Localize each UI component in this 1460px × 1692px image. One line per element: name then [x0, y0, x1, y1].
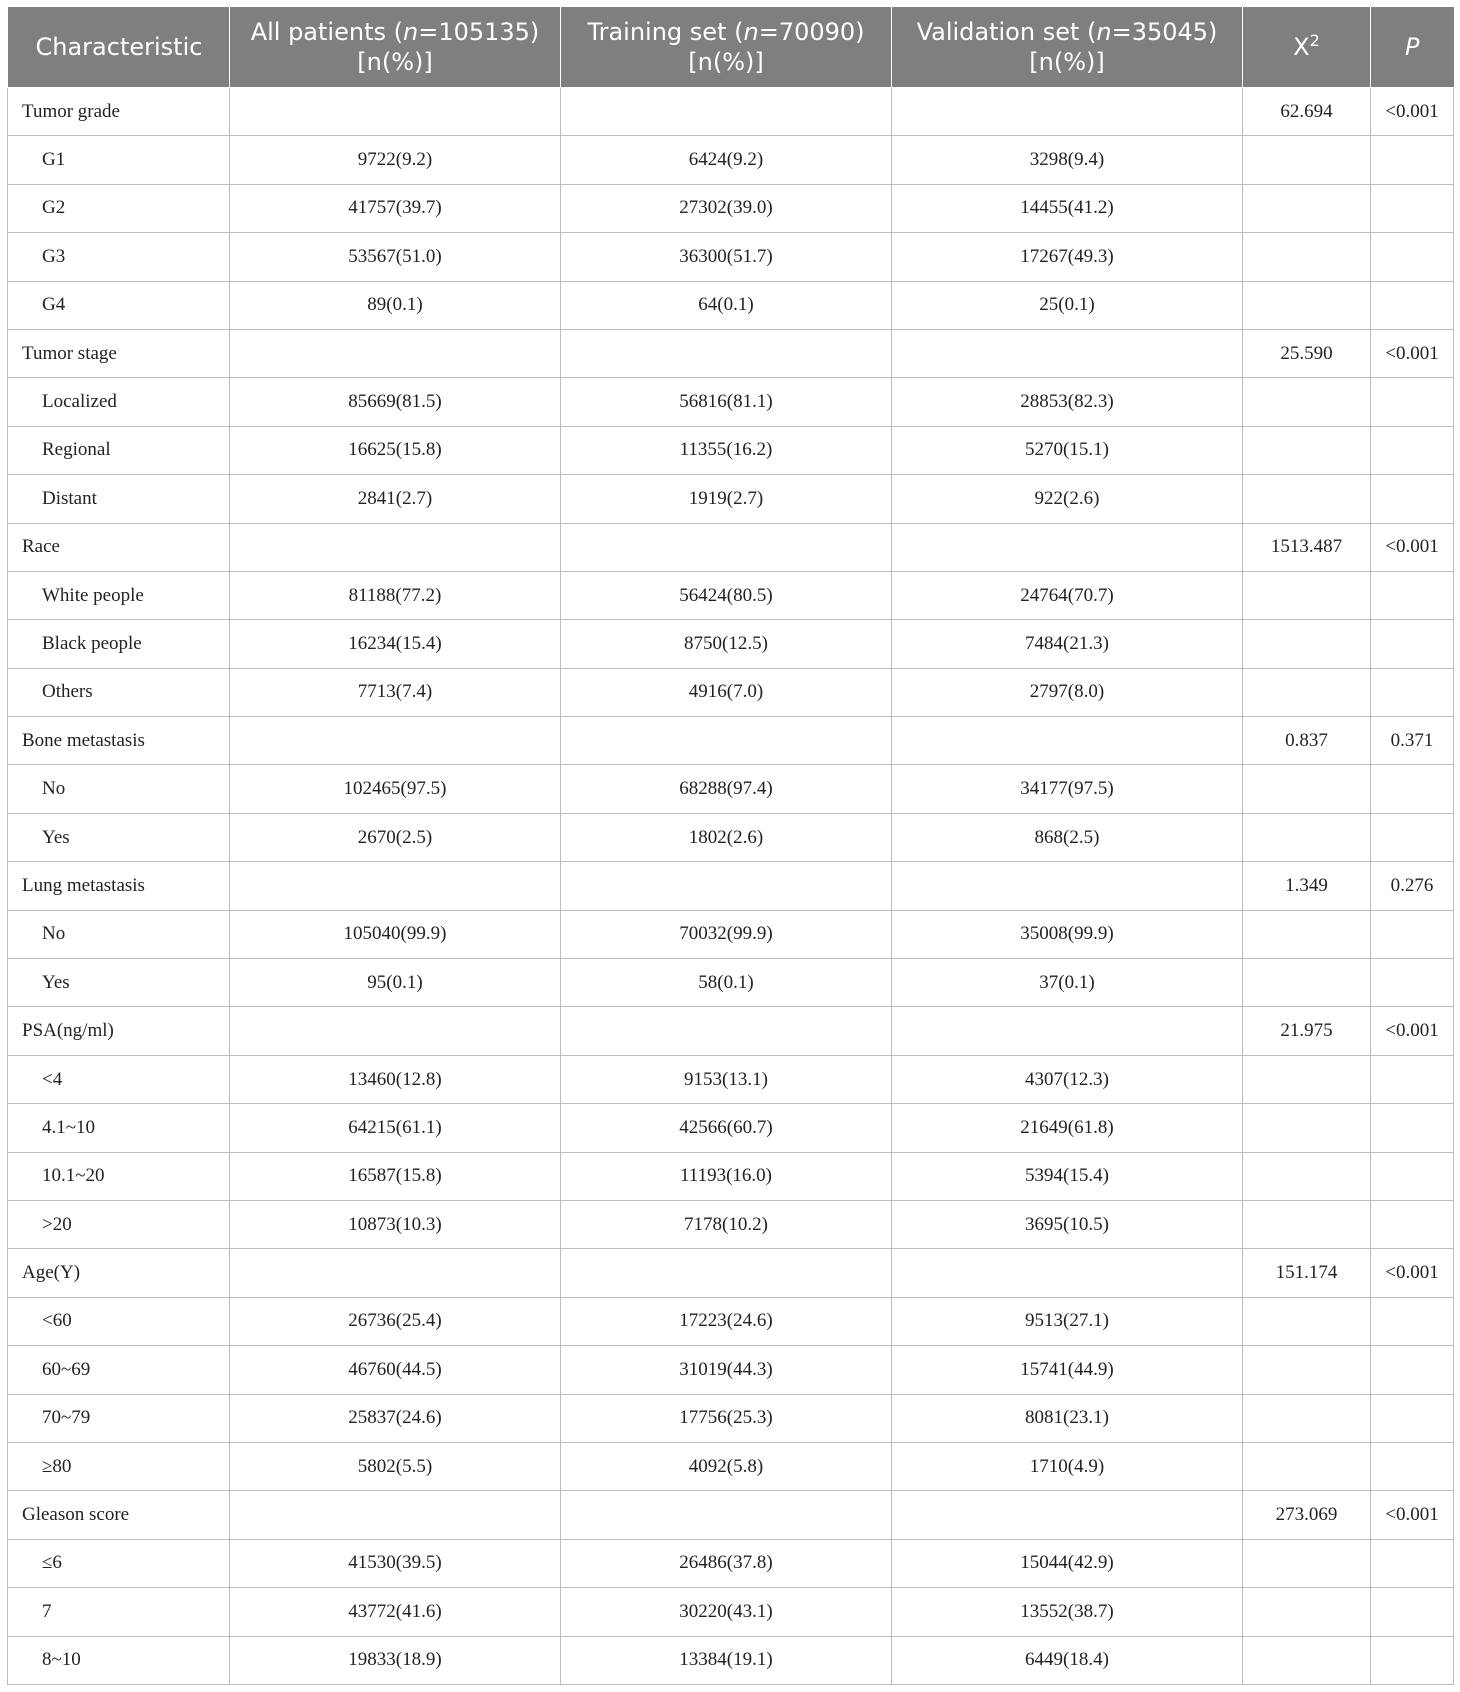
characteristic-cell: Yes — [8, 959, 230, 1007]
training-set-cell: 70032(99.9) — [561, 910, 892, 958]
p-value-cell — [1371, 281, 1454, 329]
p-value-cell: <0.001 — [1371, 329, 1454, 377]
header-all-pre: All patients ( — [250, 18, 403, 46]
table-row — [8, 959, 1454, 1007]
header-all-post: =105135) — [418, 18, 540, 46]
table-row — [8, 668, 1454, 716]
validation-set-cell — [892, 862, 1243, 910]
table-row — [8, 1297, 1454, 1345]
table-row — [8, 233, 1454, 281]
validation-set-cell — [892, 88, 1243, 136]
table-row — [8, 1636, 1454, 1684]
table-row — [8, 1539, 1454, 1587]
table-row — [8, 1394, 1454, 1442]
header-train-unit: [n(%)] — [688, 48, 764, 76]
validation-set-cell: 13552(38.7) — [892, 1588, 1243, 1636]
validation-set-cell: 868(2.5) — [892, 813, 1243, 861]
characteristic-cell: <4 — [8, 1055, 230, 1103]
all-patients-cell: 85669(81.5) — [230, 378, 561, 426]
validation-set-cell — [892, 1491, 1243, 1539]
validation-set-cell: 37(0.1) — [892, 959, 1243, 1007]
all-patients-cell: 2841(2.7) — [230, 475, 561, 523]
characteristic-cell: Yes — [8, 813, 230, 861]
validation-set-cell: 17267(49.3) — [892, 233, 1243, 281]
group-header-row — [8, 717, 1454, 765]
chi-square-cell — [1243, 668, 1371, 716]
all-patients-cell — [230, 862, 561, 910]
all-patients-cell — [230, 1491, 561, 1539]
chi-square-cell — [1243, 1539, 1371, 1587]
table-row — [8, 1200, 1454, 1248]
p-value-cell: 0.371 — [1371, 717, 1454, 765]
chi-square-cell — [1243, 136, 1371, 184]
all-patients-cell: 53567(51.0) — [230, 233, 561, 281]
validation-set-cell: 15741(44.9) — [892, 1346, 1243, 1394]
chi-square-cell — [1243, 813, 1371, 861]
chi-square-cell: 151.174 — [1243, 1249, 1371, 1297]
p-value-cell: <0.001 — [1371, 1007, 1454, 1055]
p-value-cell — [1371, 378, 1454, 426]
characteristic-cell: 7 — [8, 1588, 230, 1636]
training-set-cell — [561, 88, 892, 136]
chi-square-cell — [1243, 910, 1371, 958]
chi-square-cell — [1243, 426, 1371, 474]
header-all-patients — [230, 7, 561, 88]
validation-set-cell — [892, 523, 1243, 571]
p-value-cell — [1371, 571, 1454, 619]
training-set-cell — [561, 862, 892, 910]
p-value-cell — [1371, 1539, 1454, 1587]
chi-square-cell: 1.349 — [1243, 862, 1371, 910]
group-header-row — [8, 523, 1454, 571]
all-patients-cell: 5802(5.5) — [230, 1442, 561, 1490]
chi-square-cell — [1243, 1200, 1371, 1248]
characteristic-cell: Tumor grade — [8, 88, 230, 136]
training-set-cell — [561, 1007, 892, 1055]
chi-square-cell — [1243, 1588, 1371, 1636]
p-value-cell — [1371, 1297, 1454, 1345]
training-set-cell: 9153(13.1) — [561, 1055, 892, 1103]
validation-set-cell — [892, 329, 1243, 377]
training-set-cell: 64(0.1) — [561, 281, 892, 329]
training-set-cell: 58(0.1) — [561, 959, 892, 1007]
table-row — [8, 765, 1454, 813]
training-set-cell: 7178(10.2) — [561, 1200, 892, 1248]
p-value-cell: <0.001 — [1371, 1491, 1454, 1539]
chi-square-cell — [1243, 1104, 1371, 1152]
table-row — [8, 136, 1454, 184]
characteristic-cell: G1 — [8, 136, 230, 184]
training-set-cell — [561, 1491, 892, 1539]
group-header-row — [8, 862, 1454, 910]
all-patients-cell: 89(0.1) — [230, 281, 561, 329]
table-row — [8, 910, 1454, 958]
characteristic-cell: Lung metastasis — [8, 862, 230, 910]
training-set-cell: 56816(81.1) — [561, 378, 892, 426]
chi-square-cell — [1243, 959, 1371, 1007]
characteristic-cell: Black people — [8, 620, 230, 668]
p-value-cell — [1371, 765, 1454, 813]
validation-set-cell: 34177(97.5) — [892, 765, 1243, 813]
validation-set-cell: 7484(21.3) — [892, 620, 1243, 668]
chi-square-cell — [1243, 1297, 1371, 1345]
training-set-cell: 17756(25.3) — [561, 1394, 892, 1442]
all-patients-cell — [230, 523, 561, 571]
table-body — [8, 88, 1454, 1685]
training-set-cell: 13384(19.1) — [561, 1636, 892, 1684]
p-value-cell — [1371, 1346, 1454, 1394]
characteristic-cell: Bone metastasis — [8, 717, 230, 765]
all-patients-cell: 7713(7.4) — [230, 668, 561, 716]
header-train-n: n — [743, 18, 759, 46]
table-row — [8, 426, 1454, 474]
p-value-cell — [1371, 475, 1454, 523]
header-val-pre: Validation set ( — [916, 18, 1097, 46]
characteristic-cell: Age(Y) — [8, 1249, 230, 1297]
p-value-cell — [1371, 233, 1454, 281]
chi-square-cell — [1243, 233, 1371, 281]
p-value-cell: <0.001 — [1371, 1249, 1454, 1297]
characteristic-cell: No — [8, 765, 230, 813]
table-row — [8, 1104, 1454, 1152]
all-patients-cell: 102465(97.5) — [230, 765, 561, 813]
training-set-cell: 11193(16.0) — [561, 1152, 892, 1200]
training-set-cell: 31019(44.3) — [561, 1346, 892, 1394]
p-value-cell: <0.001 — [1371, 523, 1454, 571]
characteristic-cell: 4.1~10 — [8, 1104, 230, 1152]
p-value-cell — [1371, 1152, 1454, 1200]
header-characteristic: Characteristic — [8, 7, 230, 88]
p-value-cell: 0.276 — [1371, 862, 1454, 910]
validation-set-cell: 5394(15.4) — [892, 1152, 1243, 1200]
chi-square-cell — [1243, 1055, 1371, 1103]
all-patients-cell: 46760(44.5) — [230, 1346, 561, 1394]
all-patients-cell: 26736(25.4) — [230, 1297, 561, 1345]
table-row — [8, 620, 1454, 668]
all-patients-cell: 10873(10.3) — [230, 1200, 561, 1248]
characteristic-cell: Regional — [8, 426, 230, 474]
validation-set-cell: 8081(23.1) — [892, 1394, 1243, 1442]
validation-set-cell: 25(0.1) — [892, 281, 1243, 329]
training-set-cell: 4916(7.0) — [561, 668, 892, 716]
p-value-cell — [1371, 1588, 1454, 1636]
all-patients-cell: 41757(39.7) — [230, 184, 561, 232]
validation-set-cell: 15044(42.9) — [892, 1539, 1243, 1587]
table-row — [8, 1588, 1454, 1636]
chi-square-cell: 273.069 — [1243, 1491, 1371, 1539]
characteristic-cell: ≤6 — [8, 1539, 230, 1587]
training-set-cell: 1919(2.7) — [561, 475, 892, 523]
characteristic-cell: Race — [8, 523, 230, 571]
table-row — [8, 1346, 1454, 1394]
training-set-cell: 56424(80.5) — [561, 571, 892, 619]
chi-square-cell — [1243, 571, 1371, 619]
validation-set-cell: 24764(70.7) — [892, 571, 1243, 619]
chi-square-cell: 25.590 — [1243, 329, 1371, 377]
characteristic-cell: 60~69 — [8, 1346, 230, 1394]
table-row — [8, 571, 1454, 619]
training-set-cell — [561, 329, 892, 377]
all-patients-cell: 105040(99.9) — [230, 910, 561, 958]
validation-set-cell — [892, 1007, 1243, 1055]
all-patients-cell: 81188(77.2) — [230, 571, 561, 619]
characteristic-cell: Others — [8, 668, 230, 716]
header-row — [8, 7, 1454, 88]
group-header-row — [8, 329, 1454, 377]
validation-set-cell: 2797(8.0) — [892, 668, 1243, 716]
all-patients-cell: 64215(61.1) — [230, 1104, 561, 1152]
header-val-n: n — [1096, 18, 1112, 46]
characteristic-cell: Distant — [8, 475, 230, 523]
chi-square-cell — [1243, 1394, 1371, 1442]
validation-set-cell — [892, 717, 1243, 765]
all-patients-cell: 41530(39.5) — [230, 1539, 561, 1587]
table-row — [8, 281, 1454, 329]
training-set-cell: 42566(60.7) — [561, 1104, 892, 1152]
header-val-post: =35045) — [1111, 18, 1218, 46]
group-header-row — [8, 88, 1454, 136]
chi-square-cell — [1243, 620, 1371, 668]
p-value-cell — [1371, 1200, 1454, 1248]
p-value-cell — [1371, 426, 1454, 474]
header-chi-square — [1243, 7, 1371, 88]
all-patients-cell — [230, 88, 561, 136]
group-header-row — [8, 1491, 1454, 1539]
characteristic-cell: G3 — [8, 233, 230, 281]
chi-square-cell — [1243, 1346, 1371, 1394]
all-patients-cell: 9722(9.2) — [230, 136, 561, 184]
p-value-cell — [1371, 1442, 1454, 1490]
chi-square-cell — [1243, 1152, 1371, 1200]
validation-set-cell: 5270(15.1) — [892, 426, 1243, 474]
chi-square-cell — [1243, 378, 1371, 426]
characteristic-cell: >20 — [8, 1200, 230, 1248]
chi-square-cell: 62.694 — [1243, 88, 1371, 136]
characteristic-cell: G4 — [8, 281, 230, 329]
chi-square-cell: 1513.487 — [1243, 523, 1371, 571]
characteristic-cell: <60 — [8, 1297, 230, 1345]
validation-set-cell: 35008(99.9) — [892, 910, 1243, 958]
training-set-cell: 36300(51.7) — [561, 233, 892, 281]
all-patients-cell: 43772(41.6) — [230, 1588, 561, 1636]
all-patients-cell — [230, 329, 561, 377]
training-set-cell: 68288(97.4) — [561, 765, 892, 813]
characteristic-cell: PSA(ng/ml) — [8, 1007, 230, 1055]
header-chi-base: X — [1293, 33, 1310, 61]
training-set-cell — [561, 717, 892, 765]
chi-square-cell — [1243, 475, 1371, 523]
table-header — [8, 7, 1454, 88]
all-patients-cell — [230, 1007, 561, 1055]
p-value-cell — [1371, 1636, 1454, 1684]
chi-square-cell: 21.975 — [1243, 1007, 1371, 1055]
chi-square-cell — [1243, 1636, 1371, 1684]
header-validation-set — [892, 7, 1243, 88]
p-value-cell — [1371, 1055, 1454, 1103]
p-value-cell — [1371, 136, 1454, 184]
training-set-cell: 6424(9.2) — [561, 136, 892, 184]
all-patients-cell — [230, 717, 561, 765]
validation-set-cell: 922(2.6) — [892, 475, 1243, 523]
p-value-cell — [1371, 620, 1454, 668]
all-patients-cell — [230, 1249, 561, 1297]
chi-square-cell — [1243, 1442, 1371, 1490]
header-chi-sup: 2 — [1309, 31, 1320, 50]
characteristic-cell: No — [8, 910, 230, 958]
all-patients-cell: 13460(12.8) — [230, 1055, 561, 1103]
p-value-cell — [1371, 184, 1454, 232]
validation-set-cell: 1710(4.9) — [892, 1442, 1243, 1490]
training-set-cell — [561, 523, 892, 571]
p-value-cell — [1371, 959, 1454, 1007]
table-row — [8, 813, 1454, 861]
training-set-cell: 30220(43.1) — [561, 1588, 892, 1636]
header-all-unit: [n(%)] — [357, 48, 433, 76]
training-set-cell: 17223(24.6) — [561, 1297, 892, 1345]
table-row — [8, 1055, 1454, 1103]
training-set-cell — [561, 1249, 892, 1297]
table-container — [7, 7, 1453, 1685]
validation-set-cell: 28853(82.3) — [892, 378, 1243, 426]
characteristic-cell: 10.1~20 — [8, 1152, 230, 1200]
chi-square-cell — [1243, 184, 1371, 232]
header-p-value: P — [1371, 7, 1454, 88]
header-training-set — [561, 7, 892, 88]
characteristic-cell: Tumor stage — [8, 329, 230, 377]
characteristics-table — [7, 7, 1454, 1685]
all-patients-cell: 25837(24.6) — [230, 1394, 561, 1442]
characteristic-cell: ≥80 — [8, 1442, 230, 1490]
chi-square-cell — [1243, 765, 1371, 813]
characteristic-cell: G2 — [8, 184, 230, 232]
validation-set-cell: 9513(27.1) — [892, 1297, 1243, 1345]
table-row — [8, 475, 1454, 523]
header-train-post: =70090) — [758, 18, 865, 46]
group-header-row — [8, 1007, 1454, 1055]
all-patients-cell: 16625(15.8) — [230, 426, 561, 474]
all-patients-cell: 2670(2.5) — [230, 813, 561, 861]
chi-square-cell: 0.837 — [1243, 717, 1371, 765]
p-value-cell — [1371, 813, 1454, 861]
validation-set-cell: 6449(18.4) — [892, 1636, 1243, 1684]
all-patients-cell: 95(0.1) — [230, 959, 561, 1007]
all-patients-cell: 16234(15.4) — [230, 620, 561, 668]
p-value-cell — [1371, 668, 1454, 716]
p-value-cell — [1371, 910, 1454, 958]
p-value-cell — [1371, 1104, 1454, 1152]
validation-set-cell: 3695(10.5) — [892, 1200, 1243, 1248]
training-set-cell: 27302(39.0) — [561, 184, 892, 232]
training-set-cell: 4092(5.8) — [561, 1442, 892, 1490]
header-all-n: n — [402, 18, 419, 46]
header-val-unit: [n(%)] — [1029, 48, 1105, 76]
header-train-pre: Training set ( — [587, 18, 744, 46]
training-set-cell: 11355(16.2) — [561, 426, 892, 474]
characteristic-cell: 70~79 — [8, 1394, 230, 1442]
validation-set-cell: 4307(12.3) — [892, 1055, 1243, 1103]
all-patients-cell: 16587(15.8) — [230, 1152, 561, 1200]
characteristic-cell: Gleason score — [8, 1491, 230, 1539]
table-row — [8, 1442, 1454, 1490]
validation-set-cell: 14455(41.2) — [892, 184, 1243, 232]
table-row — [8, 378, 1454, 426]
validation-set-cell: 21649(61.8) — [892, 1104, 1243, 1152]
p-value-cell — [1371, 1394, 1454, 1442]
all-patients-cell: 19833(18.9) — [230, 1636, 561, 1684]
table-row — [8, 184, 1454, 232]
validation-set-cell: 3298(9.4) — [892, 136, 1243, 184]
table-row — [8, 1152, 1454, 1200]
training-set-cell: 1802(2.6) — [561, 813, 892, 861]
characteristic-cell: White people — [8, 571, 230, 619]
characteristic-cell: Localized — [8, 378, 230, 426]
characteristic-cell: 8~10 — [8, 1636, 230, 1684]
validation-set-cell — [892, 1249, 1243, 1297]
group-header-row — [8, 1249, 1454, 1297]
training-set-cell: 26486(37.8) — [561, 1539, 892, 1587]
p-value-cell: <0.001 — [1371, 88, 1454, 136]
training-set-cell: 8750(12.5) — [561, 620, 892, 668]
chi-square-cell — [1243, 281, 1371, 329]
